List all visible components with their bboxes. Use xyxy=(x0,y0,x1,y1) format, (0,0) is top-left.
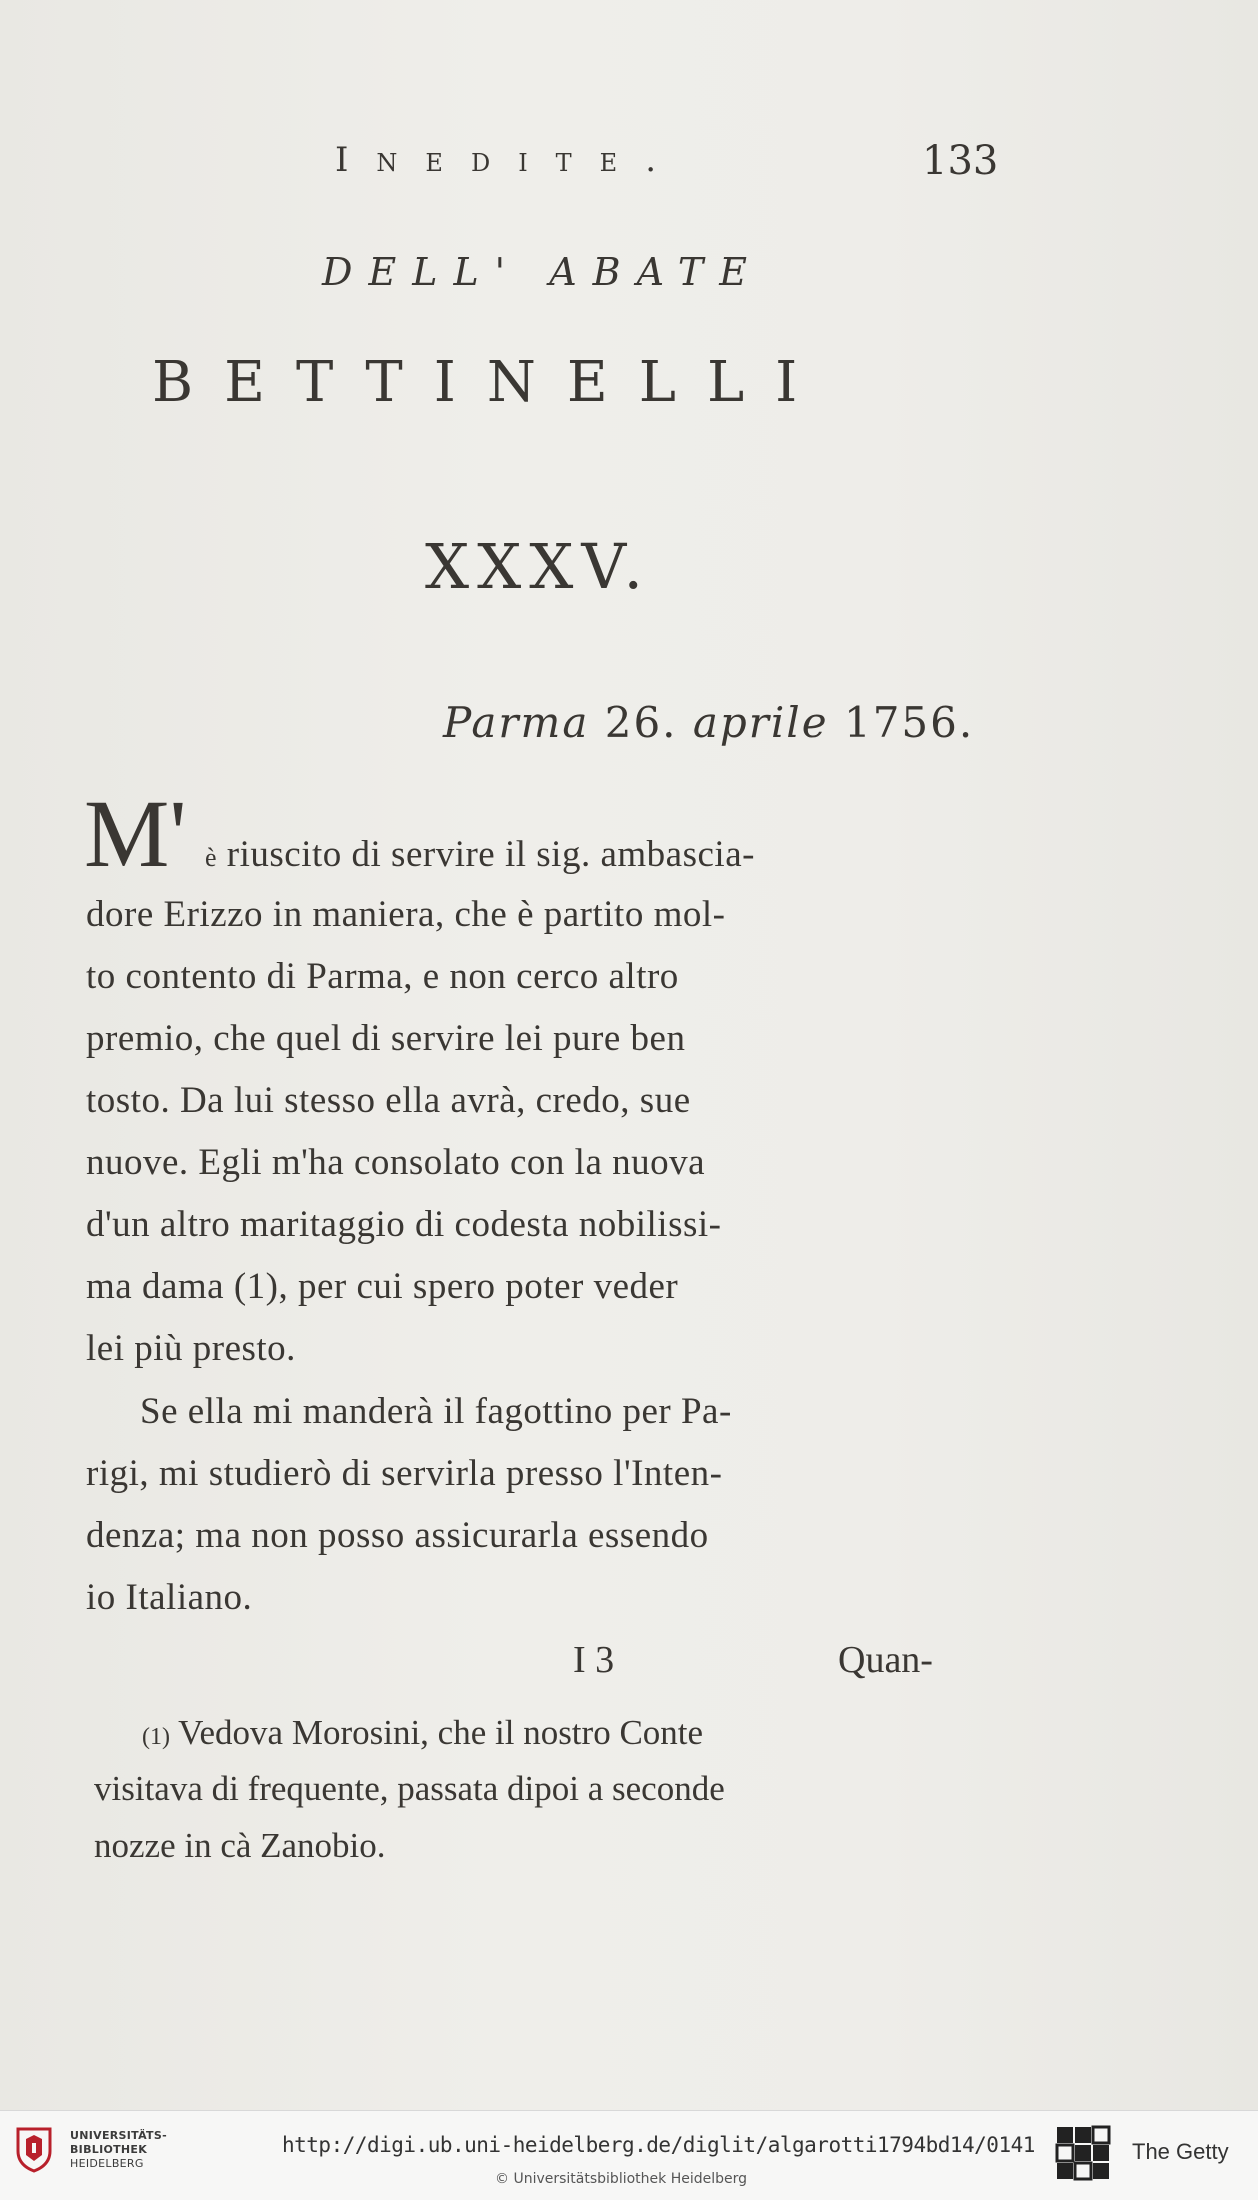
footnote-line: nozze in cà Zanobio. xyxy=(94,1826,386,1865)
partner-name[interactable]: The Getty xyxy=(1132,2139,1229,2164)
body-line xyxy=(205,833,755,876)
body-line: denza; ma non posso assicurarla essendo xyxy=(86,1515,709,1556)
copyright-notice: © Universitätsbibliothek Heidelberg xyxy=(495,2171,748,2187)
letter-number: XXXV. xyxy=(425,530,652,603)
body-line: io Italiano. xyxy=(86,1577,253,1618)
footnote-text: Vedova Morosini, che il nostro Conte xyxy=(178,1713,704,1752)
footnote-line xyxy=(142,1713,703,1753)
body-line: ma dama (1), per cui spero poter veder xyxy=(86,1266,679,1307)
body-line: to contento di Parma, e non cerco altro xyxy=(86,956,679,997)
first-line-caps: è xyxy=(205,843,218,872)
library-name[interactable] xyxy=(70,2129,167,2171)
body-line: lei più presto. xyxy=(86,1328,296,1369)
body-line: dore Erizzo in maniera, che è partito mol- xyxy=(86,894,726,935)
dateline-day: 26. xyxy=(604,698,678,747)
title-preamble: DELL' ABATE xyxy=(322,250,764,294)
drop-cap: M' xyxy=(84,780,187,887)
body-line: tosto. Da lui stesso ella avrà, credo, sue xyxy=(86,1080,691,1121)
body-line: rigi, mi studierò di servirla presso l'Inten- xyxy=(86,1453,723,1494)
author-name: BETTINELLI xyxy=(152,350,829,415)
footnote-marker: (1) xyxy=(142,1724,170,1750)
university-seal-icon xyxy=(14,2125,54,2173)
dateline-year: 1756. xyxy=(843,698,975,747)
dateline xyxy=(443,698,974,747)
catchword: Quan- xyxy=(838,1639,933,1681)
body-line: d'un altro maritaggio di codesta nobilissi- xyxy=(86,1204,722,1245)
running-head: Inedite. xyxy=(335,140,685,180)
dateline-place: Parma xyxy=(443,698,590,747)
page-number: 133 xyxy=(922,138,999,184)
signature-mark: I 3 xyxy=(573,1639,615,1681)
body-line: Se ella mi manderà il fagottino per Pa- xyxy=(140,1391,732,1432)
dateline-month: aprile xyxy=(692,698,829,747)
footnote-line: visitava di frequente, passata dipoi a seconde xyxy=(94,1769,725,1808)
getty-logo-icon[interactable] xyxy=(1055,2125,1113,2183)
permalink-url[interactable]: http://digi.ub.uni-heidelberg.de/diglit/algarotti1794bd14/0141 xyxy=(282,2133,1035,2157)
library-line: BIBLIOTHEK xyxy=(70,2143,148,2156)
library-line: UNIVERSITÄTS- xyxy=(70,2129,167,2142)
library-line: HEIDELBERG xyxy=(70,2157,144,2170)
body-line: premio, che quel di servire lei pure ben xyxy=(86,1018,686,1059)
body-line: nuove. Egli m'ha consolato con la nuova xyxy=(86,1142,706,1183)
viewer-footer xyxy=(0,2110,1258,2200)
first-line-rest: riuscito di servire il sig. ambascia- xyxy=(217,834,755,875)
